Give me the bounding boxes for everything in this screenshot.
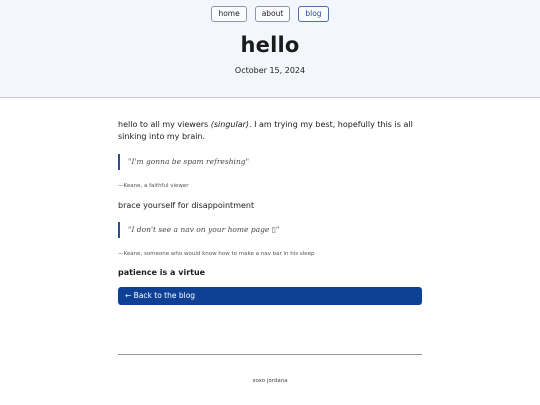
quote-2-citation: —Keane, someone who would know how to make a nav bar in his sleep [118, 250, 315, 257]
nav-home-link[interactable]: home [211, 6, 246, 22]
top-nav [0, 6, 540, 22]
nav-blog-link[interactable]: blog [298, 6, 328, 22]
intro-emphasis: (singular) [210, 120, 250, 129]
bold-statement: patience is a virtue [118, 267, 206, 277]
quote-1-citation: —Keane, a faithful viewer [118, 183, 189, 189]
post-date: October 15, 2024 [234, 66, 306, 75]
post-content [118, 119, 422, 305]
footer-divider [118, 354, 422, 355]
intro-text-start: hello to all my viewers [118, 120, 211, 129]
page-title: hello [240, 33, 300, 57]
back-to-blog-button[interactable]: ← Back to the blog [118, 287, 422, 305]
footer-signature: xoxo jordana [252, 378, 288, 384]
nav-about-link[interactable]: about [255, 6, 291, 22]
blockquote-2: "I don't see a nav on your home page ▯" [118, 222, 422, 238]
intro-paragraph [118, 119, 422, 142]
paragraph-2: brace yourself for disappointment [118, 201, 255, 210]
blockquote-1: "I'm gonna be spam refreshing" [118, 154, 422, 170]
post-header [0, 0, 540, 98]
intro-text-end: . I am trying my best, hopefully this is all sinking into my brain. [118, 120, 413, 141]
